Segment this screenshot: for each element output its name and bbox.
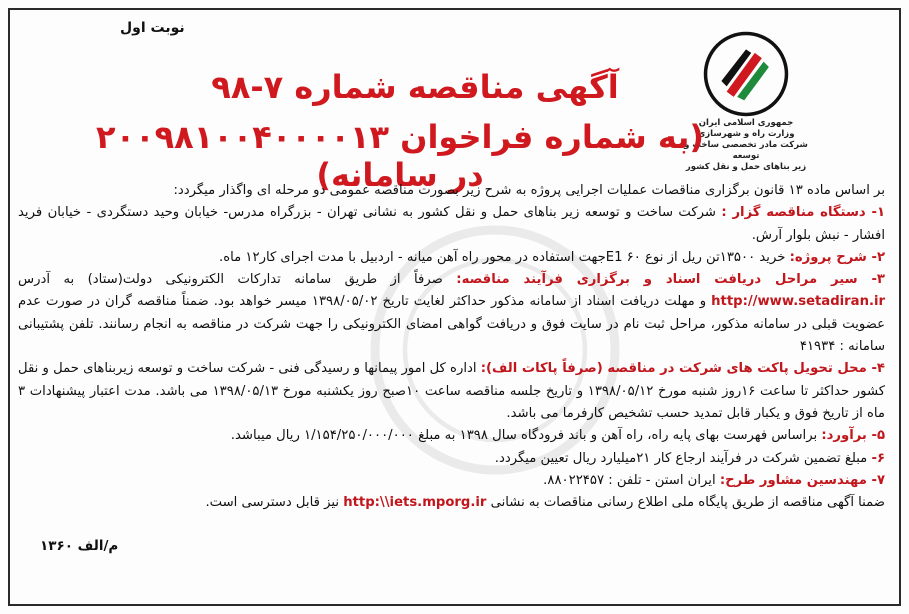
item-3 (18, 269, 885, 358)
item-6 (18, 448, 885, 470)
item-7-heading: ۷- مهندسین مشاور طرح: (719, 472, 885, 488)
closing-text-a: ضمنا آگهی مناقصه از طریق پایگاه ملی اطلاع رسانی مناقصات به نشانی (490, 495, 885, 511)
organization-logo-icon (702, 30, 790, 118)
item-7-text: ایران استن - تلفن : ۸۸۰۲۲۴۵۷. (543, 472, 716, 488)
item-2-heading: ۲- شرح پروژه: (789, 249, 885, 265)
notice-title: آگهی مناقصه شماره ۷-۹۸ (211, 68, 619, 106)
item-3-text-b: و مهلت دریافت اسناد از سامانه مذکور حداکثر لغایت تاریخ ۱۳۹۸/۰۵/۰۲ میسر خواهد بود. ضمناً مناقصه گران در صورت عدم عضویت قبلی در سامانه مذکور، مراحل ثبت نام در سایت فوق و دریافت گواهی امضای الکترونیکی را جهت شرکت در مناقصه به انجام رسانند. تلفن پشتیبانی سامانه : ۴۱۹۳۴ (18, 294, 885, 355)
item-3-heading: ۳- سیر مراحل دریافت اسناد و برگزاری فرآیند مناقصه: (456, 272, 885, 288)
reference-code: م/الف ۱۳۶۰ (40, 538, 119, 554)
item-6-heading: ۶- (871, 450, 885, 466)
item-4-text: اداره کل امور پیمانها و رسیدگی فنی - شرکت ساخت و توسعه زیربناهای حمل و نقل کشور حداکثر تا ساعت ۱۶روز شنبه مورخ ۱۳۹۸/۰۵/۱۲ و تاریخ جلسه مناقصه ساعت ۱۰صبح روز یکشنبه مورخ ۱۳۹۸/۰۵/۱۳ می باشد. مدت اعتبار پیشنهادات ۳ ماه از تاریخ فوق و یکبار قابل تمدید حسب تشخیص کارفرما می باشد. (18, 361, 886, 421)
item-5-heading: ۵- برآورد: (821, 428, 885, 444)
item-1 (18, 202, 885, 247)
notice-body (18, 180, 885, 514)
org-line-2: وزارت راه و شهرسازی (697, 129, 795, 139)
closing-text-b: نیز قابل دسترسی است. (205, 495, 340, 511)
item-7 (18, 470, 885, 492)
item-2 (18, 247, 885, 269)
intro-paragraph: بر اساس ماده ۱۳ قانون برگزاری مناقصات عملیات اجرایی پروژه به شرح زیر بصورت مناقصه عمومی دو مرحله ای واگذار میگردد: (173, 183, 885, 198)
item-4 (18, 358, 885, 425)
iets-link[interactable]: http:\\iets.mporg.ir (343, 495, 487, 511)
item-5-text: براساس فهرست بهای پایه راه، راه آهن و باند فرودگاه سال ۱۳۹۸ به مبلغ ۱/۱۵۴/۲۵۰/۰۰۰/۰۰۰ ریال میباشد. (230, 428, 818, 444)
item-6-text: مبلغ تضمین شرکت در فرآیند ارجاع کار ۲۱میلیارد ریال تعیین میگردد. (494, 450, 868, 466)
item-3-text-a: صرفاً از طریق سامانه تدارکات الکترونیکی دولت(ستاد) به آدرس (18, 272, 443, 288)
round-label: نوبت اول (120, 20, 185, 36)
item-1-heading: ۱- دستگاه مناقصه گزار : (721, 205, 886, 221)
closing-paragraph (18, 492, 885, 514)
setadiran-link[interactable]: http://www.setadiran.ir (711, 294, 885, 310)
org-line-3: شرکت مادر تخصصی ساخت و توسعه (684, 140, 808, 161)
item-5 (18, 425, 885, 447)
item-1-text: شرکت ساخت و توسعه زیر بناهای حمل و نقل کشور به نشانی تهران - بزرگراه مدرس- خیابان وحید دستگردی - خیابان فرید افشار - نبش بلوار آرش. (18, 205, 885, 243)
item-4-heading: ۴- محل تحویل پاکت های شرکت در مناقصه (صرفاً پاکات الف): (480, 361, 885, 377)
notice-subtitle: (به شماره فراخوان ۲۰۰۹۸۱۰۰۴۰۰۰۰۱۳ در سامانه) (96, 118, 704, 194)
item-2-text: خرید ۱۳۵۰۰تن ریل از نوع E1 ۶۰جهت استفاده در محور راه آهن میانه - اردبیل با مدت اجرای کار۱۲ ماه. (219, 249, 786, 265)
org-line-1: جمهوری اسلامی ایران (698, 118, 794, 128)
org-line-4: زیر بناهای حمل و نقل کشور (685, 162, 807, 172)
